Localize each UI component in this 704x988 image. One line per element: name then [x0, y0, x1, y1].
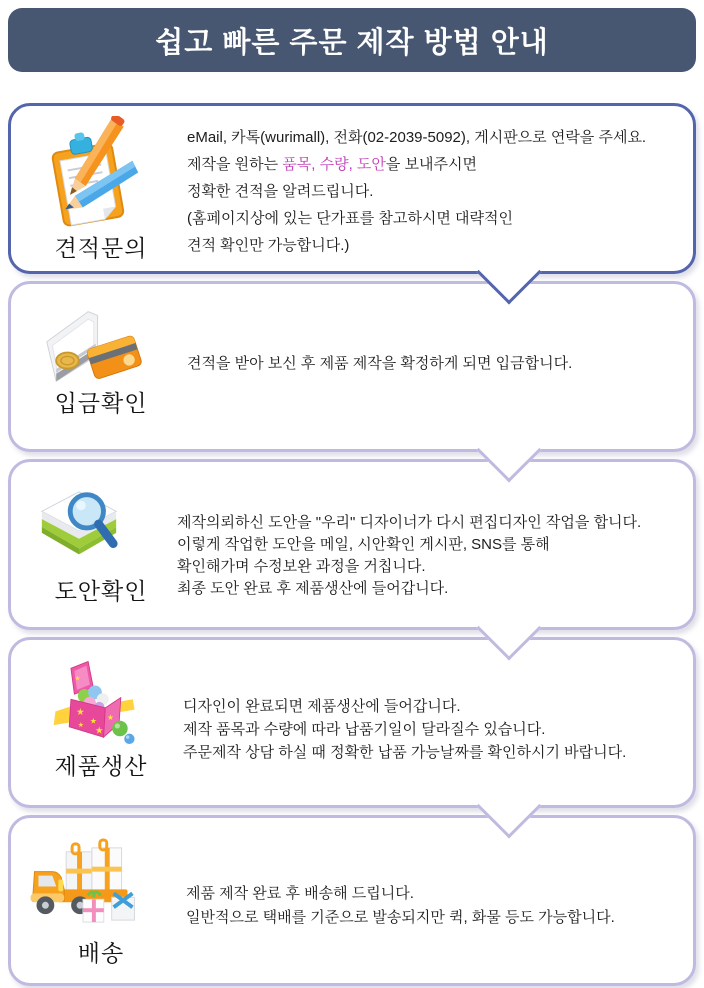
page-header: [8, 8, 696, 72]
step-description-line: 제작의뢰하신 도안을 "우리" 디자이너가 다시 편집디자인 작업을 합니다.: [177, 514, 642, 531]
step-description-line: 최종 도안 완료 후 제품생산에 들어갑니다.: [177, 580, 449, 597]
svg-text:★: ★: [77, 721, 84, 729]
step-description: [186, 882, 615, 930]
step-label: 견적문의: [54, 235, 148, 261]
step-description-line: 제품 제작 완료 후 배송해 드립니다.: [186, 885, 414, 902]
svg-text:★: ★: [95, 725, 104, 737]
step-card-payment-confirmation: [8, 281, 696, 452]
step-label: 도안확인: [54, 578, 148, 604]
step-description-line: 견적 확인만 가능합니다.): [187, 237, 350, 254]
bankbook-card-icon: [37, 306, 145, 386]
step-description-line: 일반적으로 택배를 기준으로 발송되지만 퀵, 화물 등도 가능합니다.: [186, 909, 615, 926]
svg-text:★: ★: [89, 716, 97, 726]
highlighted-keywords: 품목, 수량, 도안: [282, 156, 386, 173]
step-description-line: 확인해가며 수정보완 과정을 거칩니다.: [177, 558, 426, 575]
step-description-line: eMail, 카톡(wurimall), 전화(02-2039-5092), 게시판으로 연락을 주세요.: [187, 129, 647, 146]
step-description: [177, 512, 641, 600]
step-label: 제품생산: [54, 753, 148, 779]
step-card-delivery: [8, 815, 696, 986]
step-label: 입금확인: [54, 390, 148, 416]
step-card-quote-inquiry: [8, 103, 696, 274]
step-description-line: 견적을 받아 보신 후 제품 제작을 확정하게 되면 입금합니다.: [187, 355, 573, 372]
clipboard-pencils-icon: [38, 116, 143, 228]
step-card-design-confirmation: [8, 459, 696, 630]
svg-text:★: ★: [107, 712, 114, 722]
page-title: 쉽고 빠른 주문 제작 방법 안내: [155, 26, 549, 59]
delivery-truck-icon: [28, 836, 138, 930]
step-description-line: 정확한 견적을 알려드립니다.: [187, 183, 374, 200]
gift-box-icon: [49, 658, 141, 744]
step-description: [183, 695, 626, 764]
book-magnifier-icon: [29, 482, 129, 570]
step-description-line: (홈페이지상에 있는 단가표를 참고하시면 대략적인: [187, 210, 513, 227]
step-description-line: 제작을 원하는 품목, 수량, 도안을 보내주시면: [187, 156, 478, 173]
step-description: [187, 124, 646, 259]
svg-text:★: ★: [76, 706, 85, 718]
step-card-product-production: [8, 637, 696, 808]
step-description-line: 디자인이 완료되면 제품생산에 들어갑니다.: [183, 698, 461, 715]
step-description-line: 주문제작 상담 하실 때 정확한 납품 가능날짜를 확인하시기 바랍니다.: [183, 744, 627, 761]
svg-text:★: ★: [74, 675, 81, 683]
step-label: 배송: [77, 940, 125, 966]
step-description-line: 이렇게 작업한 도안을 메일, 시안확인 게시판, SNS를 통해: [177, 536, 550, 553]
step-description: [187, 352, 572, 376]
step-description-line: 제작 품목과 수량에 따라 납품기일이 달라질수 있습니다.: [183, 721, 546, 738]
